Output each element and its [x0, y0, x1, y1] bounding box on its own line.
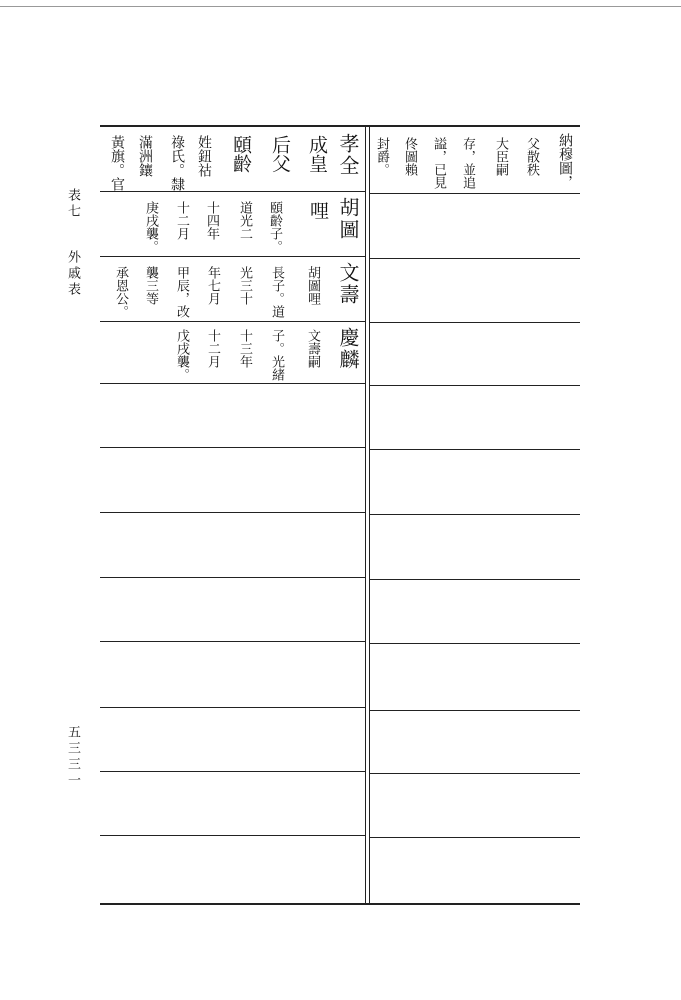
page-top-rule	[0, 6, 681, 7]
entry-line: 姓鈕祜	[196, 135, 212, 177]
note-line: 大臣嗣	[493, 137, 508, 176]
table-title: 表七	[65, 188, 80, 220]
table-bottom-rule	[100, 903, 580, 905]
entry-head: 孝全	[336, 133, 360, 177]
entry-line: 十二月	[205, 329, 220, 368]
row-rule	[100, 383, 365, 384]
note-line: 存，並追	[460, 137, 475, 189]
row-rule	[100, 321, 365, 322]
entry-wenshou-cell	[100, 260, 365, 320]
row-rule	[100, 641, 365, 642]
table-name: 外戚表	[65, 250, 80, 298]
right-note-cell	[370, 131, 580, 191]
row-rule	[370, 710, 580, 711]
row-rule	[370, 773, 580, 774]
row-rule	[100, 577, 365, 578]
entry-head: 胡圖	[336, 197, 360, 241]
center-divider-2	[369, 125, 370, 905]
row-rule	[100, 707, 365, 708]
row-rule	[100, 447, 365, 448]
entry-line: 庚戌襲。	[143, 201, 158, 253]
note-line: 佟圖賴	[402, 137, 417, 176]
note-line: 父散秩	[524, 137, 539, 176]
entry-line: 滿洲鑲	[137, 135, 153, 177]
entry-line: 頤齡	[230, 135, 252, 173]
row-rule	[370, 514, 580, 515]
row-rule	[370, 193, 580, 194]
entry-line: 成皇	[306, 135, 328, 173]
entry-line: 長子。道	[269, 266, 284, 318]
entry-line: 年七月	[205, 266, 220, 305]
row-rule	[100, 256, 365, 257]
page-number: 五三三一	[65, 725, 80, 789]
entry-qinglin-cell	[100, 325, 365, 383]
row-rule	[100, 771, 365, 772]
entry-line: 襲三等	[143, 266, 158, 305]
row-rule	[370, 449, 580, 450]
entry-line: 十二月	[174, 201, 189, 240]
row-rule	[370, 322, 580, 323]
entry-father-cell	[100, 131, 365, 191]
row-rule	[100, 191, 365, 192]
entry-line: 子。光緒	[269, 329, 284, 381]
entry-hututuli-cell	[100, 195, 365, 255]
entry-line: 哩	[307, 201, 329, 220]
table-top-rule	[100, 125, 580, 127]
note-line: 納穆圖，	[557, 133, 573, 189]
entry-line: 祿氏。隸	[169, 135, 185, 191]
entry-head: 文壽	[336, 262, 360, 306]
entry-line: 黃旗。官	[109, 135, 125, 191]
entry-line: 十三年	[237, 329, 252, 368]
entry-line: 后父	[269, 135, 291, 173]
row-rule	[100, 512, 365, 513]
row-rule	[370, 579, 580, 580]
note-line: 封爵。	[374, 137, 389, 176]
row-rule	[370, 258, 580, 259]
entry-head: 慶麟	[336, 327, 360, 371]
entry-line: 戊戌襲。	[174, 329, 189, 381]
note-line: 謚，已見	[431, 137, 446, 189]
row-rule	[370, 837, 580, 838]
entry-line: 十四年	[204, 201, 219, 240]
row-rule	[370, 643, 580, 644]
entry-line: 承恩公。	[113, 266, 128, 318]
entry-line: 光三十	[237, 266, 252, 305]
genealogy-table	[100, 125, 580, 905]
entry-line: 甲辰，改	[174, 266, 189, 318]
entry-line: 胡圖哩	[305, 266, 320, 305]
row-rule	[370, 385, 580, 386]
entry-line: 道光二	[237, 201, 252, 240]
entry-line: 頤齡子。	[267, 201, 282, 253]
entry-line: 文壽嗣	[305, 329, 320, 368]
center-divider	[365, 125, 366, 905]
row-rule	[100, 835, 365, 836]
